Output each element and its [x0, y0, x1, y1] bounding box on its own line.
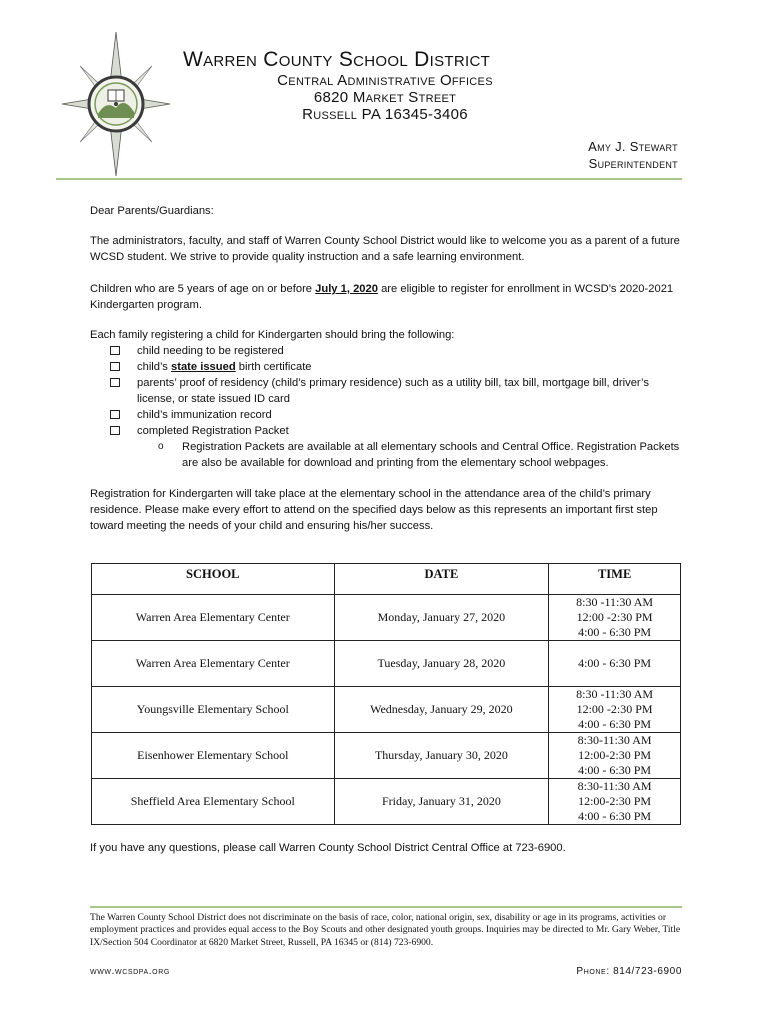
- table-row: [92, 687, 681, 733]
- checklist-item: [110, 343, 682, 359]
- eligibility-paragraph: [90, 281, 680, 313]
- checkbox-icon: [110, 362, 120, 371]
- date-cell: Monday, January 27, 2020: [334, 595, 549, 641]
- date-cell: Tuesday, January 28, 2020: [334, 641, 549, 687]
- checkbox-icon: [110, 378, 120, 387]
- checklist-item-text: parents’ proof of residency (child’s primary residence) such as a utility bill, tax bill, mortgage bill, driver’s license, or state issued ID card: [137, 377, 649, 405]
- registration-schedule-table: [91, 563, 681, 825]
- checkbox-icon: [110, 426, 120, 435]
- table-row: [92, 733, 681, 779]
- date-cell: Thursday, January 30, 2020: [334, 733, 549, 779]
- column-header-date: DATE: [334, 564, 549, 595]
- time-slot: 12:00-2:30 PM: [578, 748, 652, 762]
- time-slot: 12:00 -2:30 PM: [576, 610, 653, 624]
- time-cell: [549, 779, 681, 825]
- time-cell: [549, 687, 681, 733]
- superintendent-name: Amy J. Stewart: [588, 139, 678, 154]
- table-row: [92, 595, 681, 641]
- time-slot: 8:30 -11:30 AM: [576, 595, 654, 609]
- school-cell: Warren Area Elementary Center: [92, 641, 335, 687]
- time-cell: [549, 595, 681, 641]
- time-slot: 8:30-11:30 AM: [577, 779, 652, 793]
- phone-number: Phone: 814/723-6900: [576, 966, 682, 977]
- column-header-school: SCHOOL: [92, 564, 335, 595]
- school-cell: Youngsville Elementary School: [92, 687, 335, 733]
- checklist-item: [110, 375, 682, 407]
- eligibility-date: July 1, 2020: [315, 283, 378, 295]
- checklist-sub-item-text: Registration Packets are available at all elementary schools and Central Office. Registration Packets are also be available for download and printing from the elementary school webpages.: [182, 441, 680, 469]
- time-slot: 8:30 -11:30 AM: [576, 687, 654, 701]
- time-slot: 4:00 - 6:30 PM: [578, 625, 652, 639]
- checklist-item: [110, 407, 682, 423]
- header-divider: [56, 178, 682, 180]
- time-slot: 12:00 -2:30 PM: [576, 702, 653, 716]
- time-slot: 4:00 - 6:30 PM: [578, 717, 652, 731]
- checkbox-icon: [110, 346, 120, 355]
- checklist-text-after: birth certificate: [235, 361, 312, 373]
- school-cell: Sheffield Area Elementary School: [92, 779, 335, 825]
- welcome-paragraph: The administrators, faculty, and staff of Warren County School District would like to welcome you as a parent of a future WCSD student. We strive to provide quality instruction and a safe learning environment.: [90, 235, 680, 263]
- nondiscrimination-notice: The Warren County School District does not discriminate on the basis of race, color, national origin, sex, disability or age in its programs, activities or employment practices and provides equal access to the Boy Scouts and other designated youth groups. Inquiries may be directed to Mr. Gary Weber, Title IX/Section 504 Coordinator at 6820 Market Street, Russell, PA 16345 or (814) 723-6900.: [90, 912, 681, 948]
- superintendent-title: Superintendent: [588, 156, 678, 171]
- table-header-row: [92, 564, 681, 595]
- time-slot: 4:00 - 6:30 PM: [578, 656, 652, 670]
- state-issued-emphasis: state issued: [171, 361, 236, 373]
- office-street: 6820 Market Street: [313, 89, 457, 106]
- salutation: Dear Parents/Guardians:: [90, 205, 214, 217]
- checklist-sub-item: [110, 439, 682, 471]
- district-logo-compass-icon: [60, 30, 172, 178]
- office-name: Central Administrative Offices: [277, 72, 493, 89]
- time-slot: 4:00 - 6:30 PM: [578, 763, 652, 777]
- footer-divider: [90, 906, 682, 908]
- date-cell: Wednesday, January 29, 2020: [334, 687, 549, 733]
- date-cell: Friday, January 31, 2020: [334, 779, 549, 825]
- checkbox-icon: [110, 410, 120, 419]
- questions-line: If you have any questions, please call Warren County School District Central Office at 723-6900.: [90, 842, 566, 854]
- required-items-checklist: [110, 343, 682, 471]
- website-link[interactable]: www.wcsdpa.org: [90, 966, 170, 977]
- checklist-intro: Each family registering a child for Kindergarten should bring the following:: [90, 329, 455, 341]
- time-slot: 12:00-2:30 PM: [578, 794, 652, 808]
- checklist-item-text: [137, 359, 682, 375]
- table-row: [92, 779, 681, 825]
- checklist-item: [110, 359, 682, 375]
- checklist-item: [110, 423, 682, 439]
- time-cell: [549, 733, 681, 779]
- registration-paragraph: Registration for Kindergarten will take place at the elementary school in the attendance area of the child’s primary residence. Please make every effort to attend on the specified days below as this represents an important first step toward meeting the needs of your child and ensuring his/her success.: [90, 488, 658, 532]
- office-city: Russell PA 16345-3406: [302, 106, 468, 123]
- time-cell: [549, 641, 681, 687]
- checklist-item-text: child’s immunization record: [137, 409, 272, 421]
- school-cell: Eisenhower Elementary School: [92, 733, 335, 779]
- checklist-item-text: child needing to be registered: [137, 345, 284, 357]
- time-slot: 4:00 - 6:30 PM: [578, 809, 652, 823]
- column-header-time: TIME: [549, 564, 681, 595]
- sub-bullet-icon: o: [158, 441, 164, 452]
- checklist-text-before: child’s: [137, 361, 171, 373]
- eligibility-text-before: Children who are 5 years of age on or before: [90, 283, 316, 295]
- district-name: Warren County School District: [183, 48, 491, 71]
- time-slot: 8:30-11:30 AM: [577, 733, 652, 747]
- checklist-item-text: completed Registration Packet: [137, 425, 289, 437]
- school-cell: Warren Area Elementary Center: [92, 595, 335, 641]
- eligibility-text-after: are eligible to register for enrollment in WCSD’s 2020-2021 Kindergarten program.: [90, 283, 674, 311]
- table-row: [92, 641, 681, 687]
